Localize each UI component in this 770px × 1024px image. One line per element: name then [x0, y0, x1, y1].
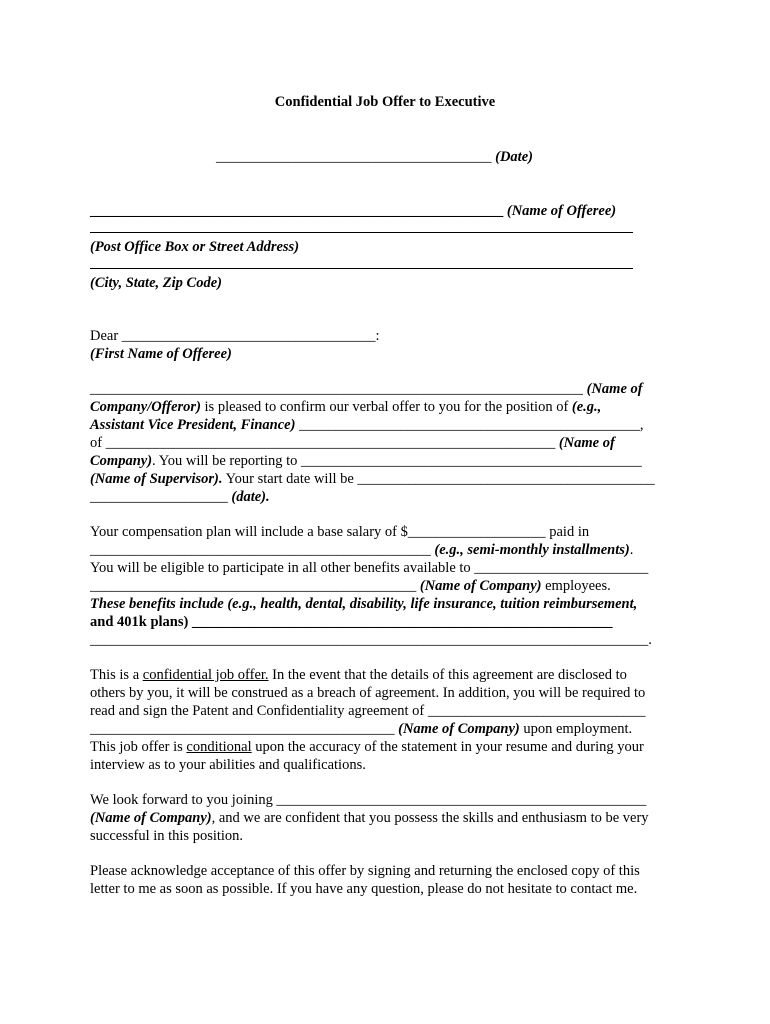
city-rule[interactable]	[90, 268, 633, 269]
benefits-include-text: These benefits include (e.g., health, dental, disability, life insurance, tuition reimbursement,	[90, 596, 638, 612]
position-example-label: Assistant Vice President, Finance)	[90, 417, 296, 433]
installments-blank[interactable]: _______________________________________________	[90, 542, 435, 558]
paragraph-acknowledge	[90, 862, 680, 898]
date-label-2: (date).	[231, 489, 270, 505]
employees-text: employees.	[541, 578, 611, 594]
date-field	[216, 148, 533, 166]
company-offeror-blank[interactable]: ____________________________________________________________________	[90, 381, 587, 397]
period: .	[629, 542, 634, 558]
paragraph-text: In the event that the details of this agreement are disclosed to	[268, 667, 627, 683]
name-of-label: (Name of	[558, 435, 615, 451]
paragraph-text: interview as to your abilities and qualifications.	[90, 757, 366, 773]
paragraph-confidentiality	[90, 666, 680, 774]
paragraph-text: others by you, it will be construed as a breach of agreement. In addition, you will be required to	[90, 685, 646, 701]
name-of-label: (Name of	[586, 381, 643, 397]
paragraph-text: This job offer is	[90, 739, 187, 755]
date-blank[interactable]: ______________________________________	[216, 149, 496, 165]
company-blank-3[interactable]: __________________________________________	[90, 721, 399, 737]
start-date-blank[interactable]: Your start date will be _________________________________________	[222, 471, 655, 487]
company-label-3: (Name of Company)	[398, 721, 520, 737]
paragraph-text: letter to me as soon as possible. If you have any question, please do not hesitate to contact me.	[90, 881, 638, 897]
first-name-label: (First Name of Offeree)	[90, 346, 232, 362]
salary-line[interactable]: Your compensation plan will include a base salary of $___________________ paid in	[90, 524, 590, 540]
date-label: (Date)	[495, 149, 533, 165]
upon-employment-text: upon employment.	[519, 721, 633, 737]
address-rule[interactable]	[90, 232, 633, 233]
installments-label: (e.g., semi-monthly installments)	[434, 542, 630, 558]
plans-blank-2[interactable]: _____________________________________________________________________________.	[90, 632, 652, 648]
company-blank-2[interactable]: _____________________________________________	[90, 578, 420, 594]
paragraph-compensation	[90, 523, 680, 649]
company-label-2: (Name of Company)	[419, 578, 542, 594]
paragraph-text: Please acknowledge acceptance of this offer by signing and returning the enclosed copy of this	[90, 863, 640, 879]
offeree-name-blank[interactable]: _________________________________________________________	[90, 203, 507, 219]
paragraph-joining	[90, 791, 680, 845]
confidential-offer-text: confidential job offer.	[142, 667, 269, 683]
company-label-4: (Name of Company)	[90, 810, 212, 826]
address-label: (Post Office Box or Street Address)	[90, 239, 300, 255]
salutation[interactable]: Dear ___________________________________:	[90, 328, 380, 344]
supervisor-label: (Name of Supervisor).	[90, 471, 223, 487]
joining-company-blank[interactable]: We look forward to you joining ___________________________________________________	[90, 792, 647, 808]
conditional-text: conditional	[186, 739, 252, 755]
paragraph-text: upon the accuracy of the statement in your resume and during your	[251, 739, 644, 755]
city-label: (City, State, Zip Code)	[90, 275, 222, 291]
document-title: Confidential Job Offer to Executive	[274, 94, 496, 110]
paragraph-position	[90, 380, 680, 506]
supervisor-blank[interactable]: . You will be reporting to _______________________________________________	[152, 453, 642, 469]
eg-label: (e.g.,	[571, 399, 602, 415]
paragraph-text: is pleased to confirm our verbal offer to you for the position of	[200, 399, 572, 415]
agreement-company-blank[interactable]: read and sign the Patent and Confidentiality agreement of ______________________________	[90, 703, 646, 719]
company-blank[interactable]: of ______________________________________________________________	[90, 435, 559, 451]
position-blank[interactable]: _______________________________________________,	[295, 417, 644, 433]
offeree-name-label: (Name of Offeree)	[506, 203, 617, 219]
paragraph-text: , and we are confident that you possess the skills and enthusiasm to be very	[211, 810, 649, 826]
date-blank-2[interactable]: ___________________	[90, 489, 232, 505]
paragraph-text: This is a	[90, 667, 143, 683]
plans-blank[interactable]: and 401k plans) __________________________________________________________	[90, 614, 613, 630]
company-offeror-label: Company/Offeror)	[90, 399, 201, 415]
company-label: Company)	[90, 453, 153, 469]
benefits-line[interactable]: You will be eligible to participate in all other benefits available to ________________________	[90, 560, 649, 576]
offeree-name-field	[90, 202, 616, 220]
paragraph-text: successful in this position.	[90, 828, 244, 844]
